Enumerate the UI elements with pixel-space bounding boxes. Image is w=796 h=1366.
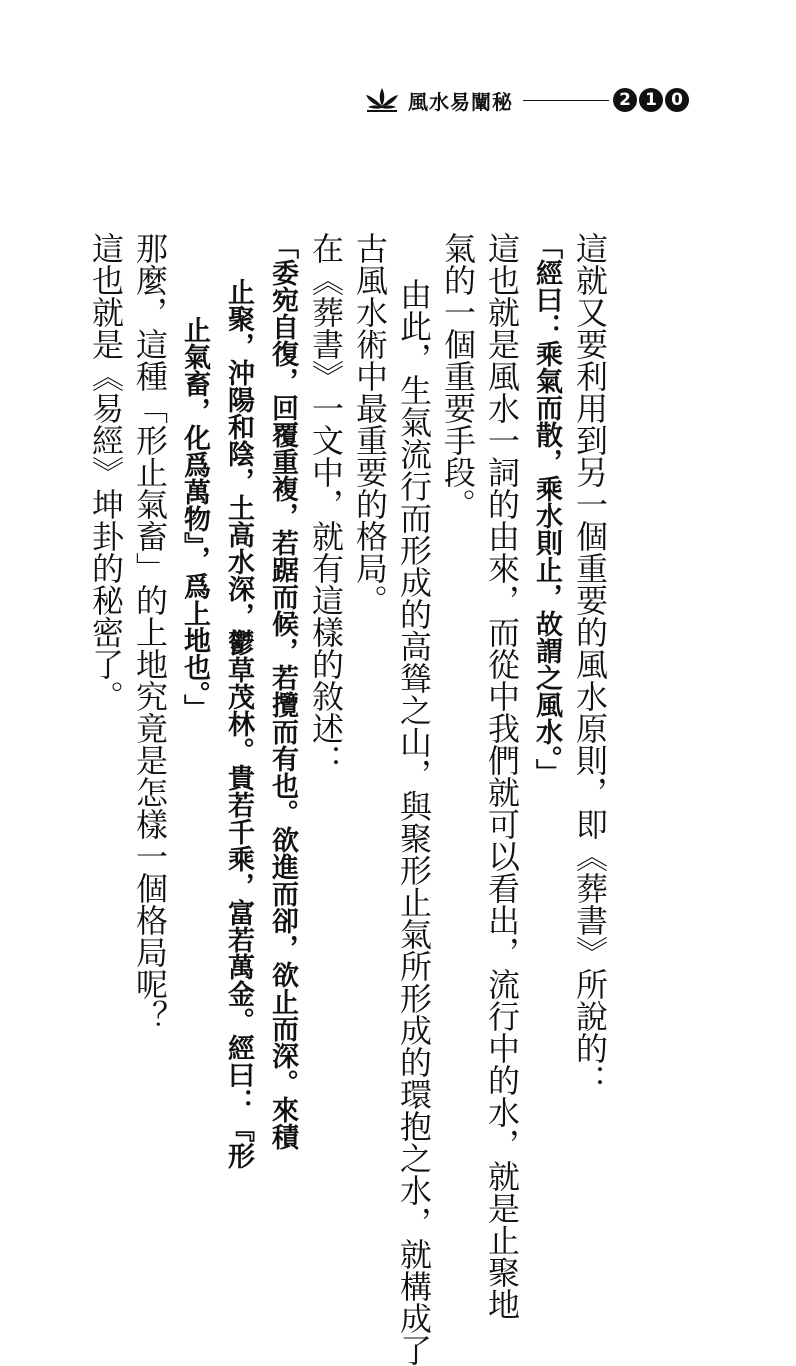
paragraph-line: 那麼，這種「形止氣畜」的上地究竟是怎樣一個格局呢？ xyxy=(131,232,169,1032)
paragraph-line: 由此，生氣流行而形成的高聳之山，與聚形止氣所形成的環抱之水，就構成了 xyxy=(395,278,433,1366)
page-number-digit: 2 xyxy=(613,88,637,112)
paragraph-line: 氣的一個重要手段。 xyxy=(439,232,477,520)
page-number-digit: 1 xyxy=(639,88,663,112)
paragraph-line: 這也就是《易經》坤卦的秘密了。 xyxy=(87,232,125,712)
paragraph-line: 這就又要利用到另一個重要的風水原則，即《葬書》所說的： xyxy=(571,232,609,1096)
lotus-ornament-icon xyxy=(364,86,400,114)
page-number xyxy=(613,88,689,112)
paragraph-line: 古風水術中最重要的格局。 xyxy=(351,232,389,616)
quote-line: 「委宛自復，回覆重複，若踞而候，若攬而有也。欲進而卻，欲止而深。來積 xyxy=(267,232,298,1150)
paragraph-line: 這也就是風水一詞的由來，而從中我們就可以看出，流行中的水，就是止聚地 xyxy=(483,232,521,1320)
body-text xyxy=(87,232,612,1366)
paragraph-line: 在《葬書》一文中，就有這樣的敘述： xyxy=(307,232,345,776)
quote-line: 止聚，沖陽和陰，土高水深，鬱草茂林。貴若千乘，富若萬金。經曰：『形 xyxy=(223,278,254,1169)
header-rule xyxy=(523,100,609,101)
running-header xyxy=(364,80,694,120)
book-title: 風水易闡秘 xyxy=(408,89,513,114)
quote-line: 止氣畜，化爲萬物』，爲上地也。」 xyxy=(179,316,210,721)
quote-line: 「經曰：乘氣而散，乘水則止，故謂之風水。」 xyxy=(531,232,562,786)
page-number-digit: 0 xyxy=(665,88,689,112)
